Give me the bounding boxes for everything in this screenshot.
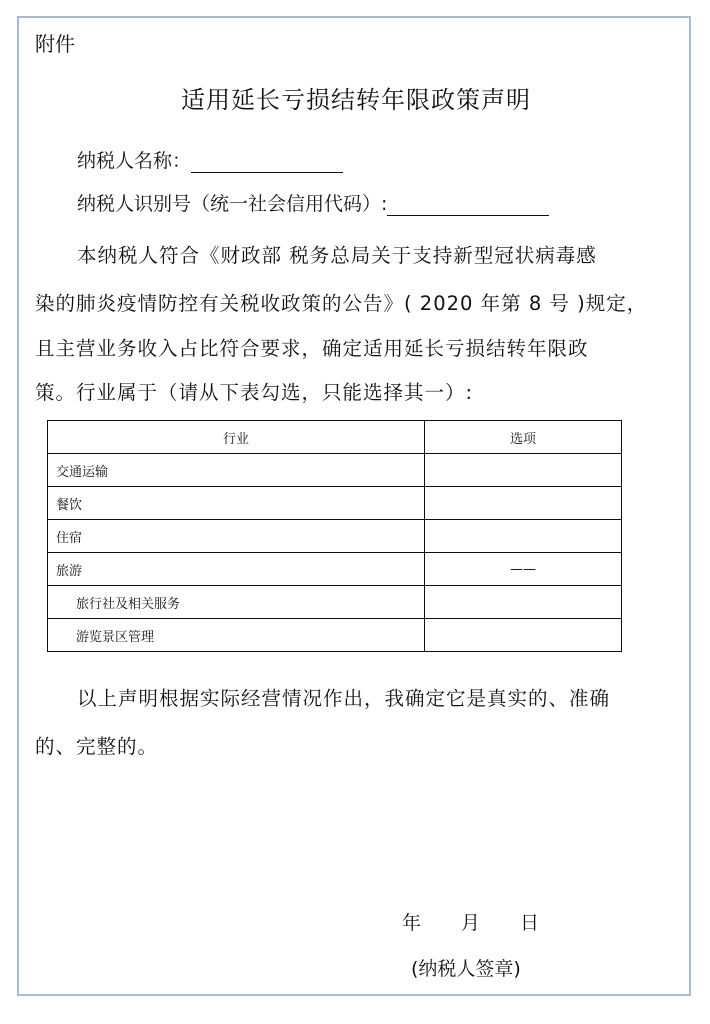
industry-cell: 餐饮 — [48, 487, 425, 520]
taxpayer-name-field — [77, 146, 343, 173]
document-page — [17, 16, 691, 996]
industry-cell: 交通运输 — [48, 454, 425, 487]
industry-cell: 旅行社及相关服务 — [48, 586, 425, 619]
table-row — [48, 553, 622, 586]
table-header-row — [48, 421, 622, 454]
industry-header: 行业 — [48, 421, 425, 454]
option-header: 选项 — [425, 421, 622, 454]
taxpayer-id-field — [77, 189, 549, 216]
taxpayer-name-label: 纳税人名称： — [77, 150, 192, 172]
option-cell[interactable] — [425, 520, 622, 553]
year-label: 年 — [402, 912, 422, 934]
table-row — [48, 487, 622, 520]
industry-cell: 旅游 — [48, 553, 425, 586]
day-label: 日 — [520, 912, 540, 934]
table-row — [48, 520, 622, 553]
date-line — [402, 908, 539, 935]
industry-cell: 游览景区管理 — [48, 619, 425, 652]
attachment-label: 附件 — [35, 32, 75, 56]
industry-table — [47, 420, 622, 652]
paragraph1-line: 策。行业属于（请从下表勾选，只能选择其一）: — [35, 381, 474, 404]
paragraph1-line: 且主营业务收入占比符合要求，确定适用延长亏损结转年限政 — [35, 337, 589, 360]
industry-cell: 住宿 — [48, 520, 425, 553]
table-row — [48, 586, 622, 619]
option-cell[interactable] — [425, 487, 622, 520]
paragraph2-line: 的、完整的。 — [35, 735, 159, 758]
taxpayer-id-label: 纳税人识别号（统一社会信用代码）: — [77, 193, 388, 215]
table-row — [48, 454, 622, 487]
table-row — [48, 619, 622, 652]
document-title: 适用延长亏损结转年限政策声明 — [181, 86, 531, 114]
option-cell[interactable] — [425, 586, 622, 619]
option-cell: —— — [425, 553, 622, 586]
month-label: 月 — [461, 912, 481, 934]
signature-label: (纳税人签章) — [411, 958, 521, 980]
option-cell[interactable] — [425, 619, 622, 652]
paragraph2-line: 以上声明根据实际经营情况作出，我确定它是真实的、准确 — [77, 687, 611, 710]
taxpayer-name-input[interactable] — [191, 150, 343, 173]
taxpayer-id-input[interactable] — [387, 193, 549, 216]
paragraph1-line: 本纳税人符合《财政部 税务总局关于支持新型冠状病毒感 — [77, 244, 597, 267]
paragraph1-line: 染的肺炎疫情防控有关税收政策的公告》( 2020 年第 8 号 )规定， — [35, 292, 648, 315]
option-cell[interactable] — [425, 454, 622, 487]
